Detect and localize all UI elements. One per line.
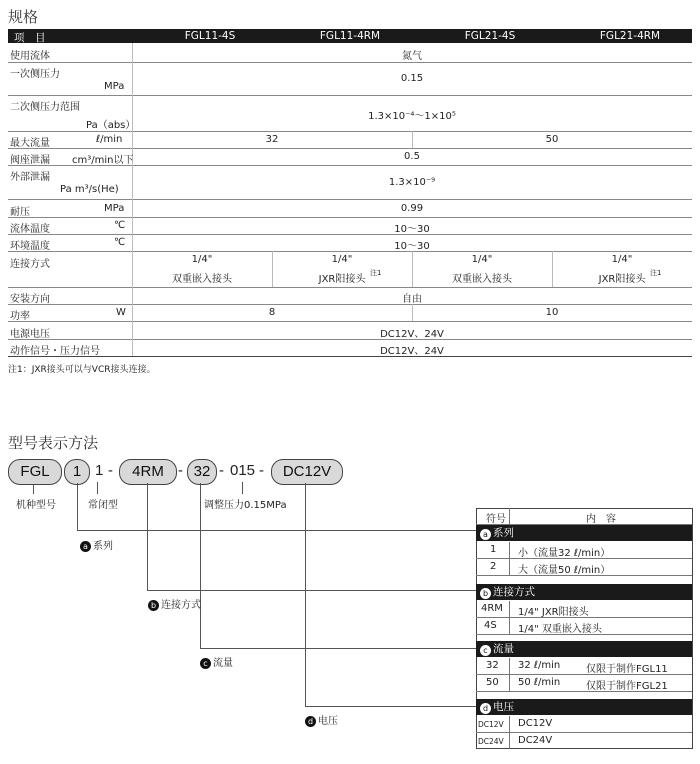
code-dash-1: -	[108, 462, 113, 479]
row-p1-label: 一次侧压力	[10, 69, 60, 80]
row-p1-unit: MPa	[104, 81, 125, 92]
row-ftemp-unit: ℃	[114, 220, 126, 231]
row-proof-label: 耐压	[10, 207, 30, 218]
row-mount-label: 安装方向	[10, 294, 50, 305]
legend-d-2-code: DC24V	[478, 737, 504, 746]
row-seat-unit: cm³/min以下	[72, 155, 134, 166]
legend-b-2-desc: 1/4" 双重嵌入接头	[518, 624, 602, 635]
code-dash-2: -	[178, 462, 183, 479]
header-item: 项 目	[14, 32, 46, 44]
code-voltage: DC12V	[271, 459, 343, 485]
conn-1-type: 双重嵌入接头	[172, 274, 232, 285]
row-mount-value: 自由	[402, 294, 422, 305]
row-power-value-1: 8	[268, 307, 276, 318]
row-conn-label: 连接方式	[10, 259, 50, 270]
legend-b-head	[476, 584, 692, 600]
legend-a-head	[476, 525, 692, 541]
code-dash-4: -	[259, 462, 264, 479]
legend-a-row-1	[476, 542, 692, 559]
legend-c-2-flow: 50 ℓ/min	[518, 677, 561, 688]
conn-4-type: JXR阳接头	[598, 274, 646, 285]
legend-a-1-desc: 小（流量32 ℓ/min）	[518, 548, 611, 559]
legend-c-row-1	[476, 658, 692, 675]
spec-title: 规格	[8, 8, 39, 26]
legend-badge-a: a	[480, 529, 491, 540]
legend-d-row-2	[476, 733, 692, 749]
conn-4-note: 注1	[650, 269, 662, 277]
row-atemp-value: 10～30	[394, 241, 430, 252]
row-p2-label: 二次侧压力范围	[10, 102, 80, 113]
legend-header	[476, 508, 692, 525]
legend-badge-b: b	[480, 588, 491, 599]
row-p1-value: 0.15	[400, 73, 424, 84]
header-fgl11-4s: FGL11-4S	[184, 30, 236, 42]
badge-a: a	[80, 541, 91, 552]
legend-c-title: 流量	[493, 643, 514, 655]
row-power-label: 功率	[10, 311, 30, 322]
model-title: 型号表示方法	[8, 434, 99, 452]
legend-c-row-2	[476, 675, 692, 692]
legend-a-row-2	[476, 559, 692, 576]
legend-b-title: 连接方式	[493, 586, 535, 598]
code-dash-3: -	[219, 462, 224, 479]
legend-d-head	[476, 699, 692, 715]
row-signal-label: 动作信号・压力信号	[10, 346, 100, 357]
legend-a-title: 系列	[493, 527, 514, 539]
spec-table-header	[8, 29, 692, 43]
legend-badge-c: c	[480, 645, 491, 656]
legend-a-2-code: 2	[490, 561, 497, 572]
row-fluid-label: 使用流体	[10, 51, 50, 62]
label-nc: 常闭型	[88, 500, 118, 511]
legend-c-1-flow: 32 ℓ/min	[518, 660, 561, 671]
legend-c-head	[476, 641, 692, 657]
badge-c: c	[200, 658, 211, 669]
tag-connection	[148, 596, 201, 611]
legend-b-1-code: 4RM	[481, 603, 503, 614]
row-ftemp-value: 10～30	[394, 224, 430, 235]
badge-b: b	[148, 600, 159, 611]
conn-4-size: 1/4"	[611, 254, 633, 265]
code-fgl: FGL	[8, 459, 62, 485]
row-ext-unit: Pa m³/s(He)	[60, 184, 119, 195]
legend-c-1-code: 32	[486, 660, 499, 671]
legend-col-content: 内 容	[586, 514, 616, 525]
row-fluid-value: 氮气	[402, 51, 422, 62]
conn-3-size: 1/4"	[471, 254, 493, 265]
tag-flow	[200, 654, 233, 669]
tag-voltage	[305, 712, 338, 727]
conn-2-type: JXR阳接头	[318, 274, 366, 285]
code-connection: 4RM	[119, 459, 177, 485]
row-p2-value: 1.3×10⁻⁴～1×10⁵	[368, 111, 456, 122]
legend-badge-d: d	[480, 703, 491, 714]
row-proof-unit: MPa	[104, 203, 125, 214]
legend-b-2-code: 4S	[484, 620, 497, 631]
header-fgl11-4rm: FGL11-4RM	[319, 30, 381, 42]
code-nc: 1	[95, 462, 104, 479]
code-flow: 32	[187, 459, 217, 485]
conn-2-note: 注1	[370, 269, 382, 277]
tag-connection-label: 连接方式	[161, 600, 201, 611]
conn-3-type: 双重嵌入接头	[452, 274, 512, 285]
conn-2-size: 1/4"	[331, 254, 353, 265]
row-flow-label: 最大流量	[10, 138, 50, 149]
header-fgl21-4rm: FGL21-4RM	[599, 30, 661, 42]
conn-1-size: 1/4"	[191, 254, 213, 265]
row-flow-unit: ℓ/min	[96, 134, 123, 145]
tag-series	[80, 537, 113, 552]
label-regulated: 调整压力0.15MPa	[204, 500, 287, 511]
header-fgl21-4s: FGL21-4S	[464, 30, 516, 42]
legend-d-1-code: DC12V	[478, 720, 504, 729]
row-power-value-2: 10	[545, 307, 559, 318]
legend-d-1-desc: DC12V	[518, 718, 553, 729]
legend-col-symbol: 符号	[486, 514, 506, 525]
row-ext-label: 外部泄漏	[10, 172, 50, 183]
legend-b-row-2	[476, 618, 692, 635]
row-proof-value: 0.99	[400, 203, 424, 214]
row-signal-value: DC12V、24V	[380, 346, 444, 357]
legend-b-1-desc: 1/4" JXR阳接头	[518, 607, 589, 618]
row-seat-label: 阀座泄漏	[10, 155, 50, 166]
legend-c-2-note: 仅限于制作FGL21	[586, 681, 668, 692]
legend-c-2-code: 50	[486, 677, 499, 688]
code-series: 1	[64, 459, 90, 485]
legend-d-2-desc: DC24V	[518, 735, 553, 746]
row-atemp-unit: ℃	[114, 237, 126, 248]
row-flow-value-2: 50	[545, 134, 559, 145]
tag-flow-label: 流量	[213, 658, 233, 669]
code-pressure: 015	[230, 462, 256, 479]
row-ext-value: 1.3×10⁻⁹	[388, 177, 436, 188]
row-power-unit: W	[116, 307, 126, 318]
row-flow-value-1: 32	[265, 134, 279, 145]
legend-d-title: 电压	[493, 701, 514, 713]
tag-series-label: 系列	[93, 541, 113, 552]
spec-note: 注1：JXR接头可以与VCR接头连接。	[8, 365, 156, 375]
legend-b-row-1	[476, 601, 692, 618]
label-type: 机种型号	[16, 500, 56, 511]
row-supply-label: 电源电压	[10, 329, 50, 340]
legend-c-1-note: 仅限于制作FGL11	[586, 664, 668, 675]
legend-d-row-1	[476, 716, 692, 733]
row-atemp-label: 环境温度	[10, 241, 50, 252]
row-ftemp-label: 流体温度	[10, 224, 50, 235]
row-seat-value: 0.5	[404, 151, 420, 162]
legend-a-2-desc: 大（流量50 ℓ/min）	[518, 565, 611, 576]
legend-a-1-code: 1	[490, 544, 497, 555]
badge-d: d	[305, 716, 316, 727]
row-p2-unit: Pa（abs）	[86, 120, 136, 131]
row-supply-value: DC12V、24V	[380, 329, 444, 340]
tag-voltage-label: 电压	[318, 716, 338, 727]
